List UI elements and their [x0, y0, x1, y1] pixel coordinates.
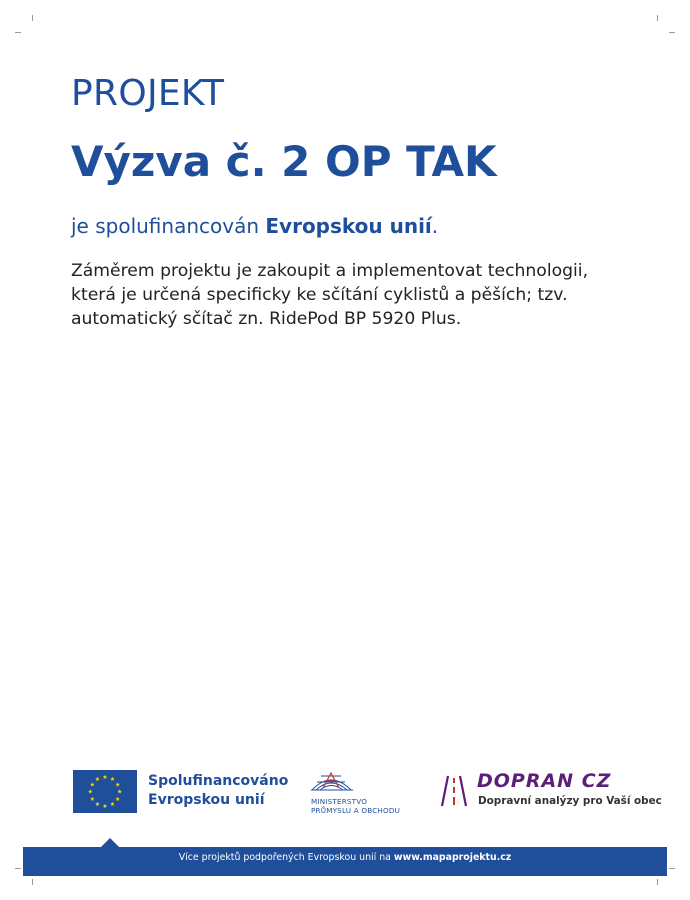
crop-mark	[669, 32, 675, 33]
crop-mark	[657, 15, 658, 21]
project-eyebrow: PROJEKT	[71, 73, 225, 114]
svg-text:★: ★	[102, 774, 108, 781]
footer-band-notch	[101, 838, 119, 847]
crop-mark	[32, 15, 33, 21]
eu-label-line2: Evropskou unií	[148, 792, 265, 808]
svg-text:★: ★	[89, 795, 95, 803]
project-title: Výzva č. 2 OP TAK	[71, 137, 497, 186]
svg-text:★: ★	[102, 803, 108, 810]
funding-suffix: .	[431, 214, 439, 238]
dopran-brand-name: DOPRAN CZ	[477, 770, 612, 792]
eu-stars	[73, 770, 137, 813]
project-description	[71, 259, 631, 331]
crop-mark	[15, 32, 21, 33]
road-icon	[440, 774, 468, 808]
svg-text:★: ★	[94, 801, 101, 808]
svg-text:★: ★	[117, 788, 123, 796]
mpo-label	[311, 797, 400, 815]
funding-prefix: je spolufinancován	[71, 214, 266, 238]
eu-cofinanced-label	[148, 772, 288, 810]
footer-text: Více projektů podpořených Evropskou unií na	[178, 852, 394, 863]
svg-text:★: ★	[109, 776, 116, 783]
description-line: která je určená specificky ke sčítání cyklistů a pěších; tzv.	[71, 285, 568, 305]
description-line: Záměrem projektu je zakoupit a implementovat technologii,	[71, 261, 589, 281]
svg-text:★: ★	[94, 776, 101, 783]
mpo-label-line1: MINISTERSTVO	[311, 797, 368, 806]
footer-band	[23, 847, 667, 876]
crop-mark	[669, 868, 675, 869]
svg-text:★: ★	[115, 795, 121, 803]
mpo-label-line2: PRŮMYSLU A OBCHODU	[311, 806, 401, 815]
svg-text:★: ★	[89, 781, 95, 789]
dopran-tagline: Dopravní analýzy pro Vaší obec	[478, 795, 662, 807]
eu-flag-icon	[73, 770, 137, 813]
funding-bold: Evropskou unií	[265, 214, 432, 238]
crop-mark	[15, 868, 21, 869]
eu-label-line1: Spolufinancováno	[148, 773, 289, 789]
description-line: automatický sčítač zn. RidePod BP 5920 Plus.	[71, 309, 462, 329]
crop-mark	[657, 879, 658, 885]
footer-link[interactable]: www.mapaprojektu.cz	[393, 852, 512, 863]
svg-text:★: ★	[109, 801, 116, 808]
crop-mark	[32, 879, 33, 885]
funding-statement	[71, 214, 438, 238]
svg-text:★: ★	[115, 781, 121, 789]
svg-text:★: ★	[87, 788, 93, 796]
